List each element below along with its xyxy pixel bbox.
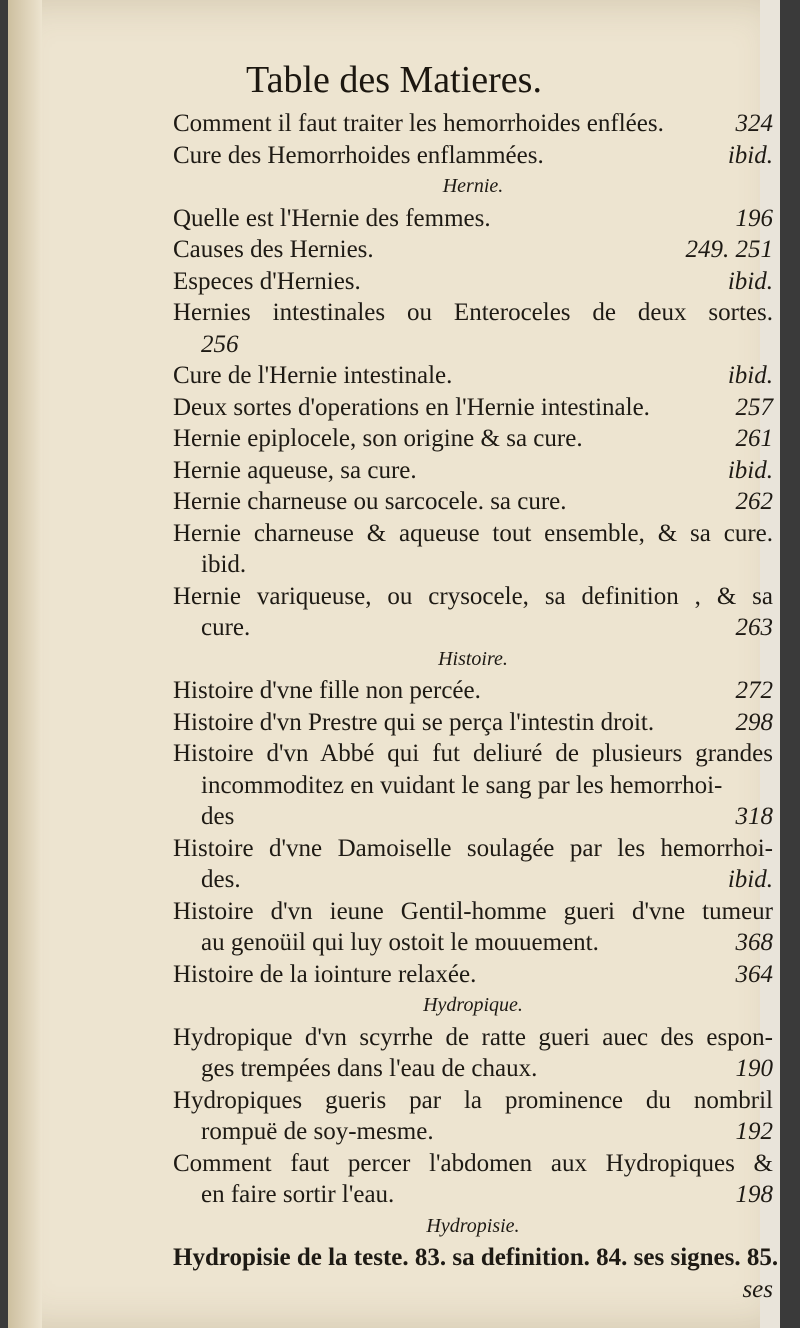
index-entry-line bbox=[173, 518, 773, 550]
entry-text: Comment il faut traiter les hemorrhoides enflées. bbox=[173, 110, 664, 137]
index-entry-line bbox=[173, 297, 773, 329]
index-entry-line bbox=[173, 1085, 773, 1117]
index-entry-line bbox=[173, 1022, 773, 1054]
entry-text: Histoire d'vn Abbé qui fut deliuré de plusieurs grandes bbox=[173, 740, 773, 767]
entry-text: Hernie aqueuse, sa cure. bbox=[173, 456, 417, 484]
entry-text: Hernie charneuse & aqueuse tout ensemble, & sa cure. bbox=[173, 519, 773, 547]
index-continuation-line bbox=[173, 1116, 773, 1148]
entry-text: Histoire. bbox=[438, 647, 508, 670]
index-continuation-line bbox=[173, 612, 773, 644]
index-entry bbox=[173, 707, 773, 739]
page-number: 298 bbox=[735, 708, 773, 736]
page-number: 364 bbox=[735, 960, 773, 988]
page-number: ibid. bbox=[727, 362, 773, 389]
index-entry-line bbox=[173, 738, 773, 770]
index-entry bbox=[173, 392, 773, 424]
index-entry bbox=[173, 486, 773, 518]
entry-text: Hydropisie. bbox=[426, 1214, 520, 1237]
index-entry-line bbox=[173, 581, 773, 613]
entry-text: Hernie charneuse ou sarcocele. sa cure. bbox=[173, 488, 567, 515]
page-number: 198 bbox=[735, 1181, 773, 1208]
page-number: ibid. bbox=[727, 456, 773, 484]
entry-text: Comment faut percer l'abdomen aux Hydropiques & bbox=[173, 1149, 773, 1177]
entry-text: Histoire d'vn ieune Gentil-homme gueri d'vne tumeur bbox=[173, 897, 773, 925]
index-entry bbox=[173, 455, 773, 487]
entry-text: Hernie epiplocele, son origine & sa cure. bbox=[173, 425, 583, 452]
index-entry bbox=[173, 329, 773, 361]
entry-text: Hydropisie de la teste. 83. sa definition. 84. ses signes. 85. bbox=[173, 1244, 779, 1271]
entry-text: rompuë de soy-mesme. bbox=[201, 1118, 434, 1145]
page-number: 190 bbox=[735, 1055, 773, 1082]
entry-text: Quelle est l'Hernie des femmes. bbox=[173, 204, 491, 232]
index-entries bbox=[173, 108, 779, 1305]
entry-text: Causes des Hernies. bbox=[173, 236, 374, 263]
index-entry-line bbox=[173, 1242, 779, 1274]
index-entry bbox=[173, 266, 773, 298]
section-heading bbox=[173, 990, 773, 1022]
index-continuation-line bbox=[173, 770, 773, 802]
index-continuation-line bbox=[173, 1053, 773, 1085]
page-number: 261 bbox=[735, 425, 773, 452]
entry-text: Hydropiques gueris par la prominence du nombril bbox=[173, 1086, 773, 1114]
entry-text: Histoire d'vn Prestre qui se perça l'intestin droit. bbox=[173, 708, 655, 736]
entry-text: 256 bbox=[201, 330, 239, 358]
entry-text: des bbox=[201, 803, 235, 830]
page-number: ibid. bbox=[727, 866, 773, 893]
entry-text: Histoire d'vne Damoiselle soulagée par les hemorrhoi- bbox=[173, 834, 773, 862]
page-number: 324 bbox=[735, 110, 773, 137]
index-continuation-line bbox=[173, 864, 773, 896]
page-number: ses bbox=[742, 1275, 773, 1303]
page-number: 318 bbox=[735, 803, 773, 830]
entry-text: Histoire d'vne fille non percée. bbox=[173, 677, 481, 704]
page-number: 192 bbox=[735, 1118, 773, 1145]
book-page bbox=[8, 0, 780, 1328]
section-heading bbox=[173, 644, 773, 676]
index-continuation-line bbox=[173, 1179, 773, 1211]
entry-text: des. bbox=[201, 866, 241, 893]
page-title: Table des Matieres. bbox=[246, 59, 542, 101]
entry-text: Especes d'Hernies. bbox=[173, 267, 361, 295]
index-entry bbox=[173, 1274, 773, 1306]
index-continuation-line bbox=[173, 549, 773, 581]
index-entry bbox=[173, 959, 773, 991]
page-number: 263 bbox=[735, 614, 773, 641]
index-entry bbox=[173, 140, 773, 172]
entry-text: Cure des Hemorrhoides enflammées. bbox=[173, 141, 544, 169]
entry-text: Deux sortes d'operations en l'Hernie intestinale. bbox=[173, 393, 650, 421]
entry-text: Hydropique d'vn scyrrhe de ratte gueri auec des espon- bbox=[173, 1023, 773, 1051]
page-number: ibid. bbox=[727, 267, 773, 295]
entry-text: Hernies intestinales ou Enteroceles de deux sortes. bbox=[173, 299, 773, 326]
page-number: ibid. bbox=[727, 141, 773, 169]
index-entry bbox=[173, 234, 773, 266]
index-entry bbox=[173, 203, 773, 235]
index-entry bbox=[173, 423, 773, 455]
index-entry-line bbox=[173, 1148, 773, 1180]
entry-text: Hernie variqueuse, ou crysocele, sa definition , & sa bbox=[173, 582, 773, 610]
section-heading bbox=[173, 1211, 773, 1243]
page-number: 249. 251 bbox=[685, 236, 773, 263]
entry-text: ges trempées dans l'eau de chaux. bbox=[201, 1055, 538, 1082]
entry-text: Histoire de la iointure relaxée. bbox=[173, 960, 477, 988]
entry-text: au genoüil qui luy ostoit le mouuement. bbox=[201, 929, 599, 956]
index-continuation-line bbox=[173, 927, 773, 959]
entry-text: incommoditez en vuidant le sang par les hemorrhoi- bbox=[201, 771, 723, 799]
section-heading bbox=[173, 171, 773, 203]
entry-text: ibid. bbox=[201, 551, 247, 578]
entry-text: Cure de l'Hernie intestinale. bbox=[173, 362, 453, 389]
entry-text: en faire sortir l'eau. bbox=[201, 1181, 395, 1208]
entry-text: Hydropique. bbox=[423, 994, 523, 1016]
index-entry-line bbox=[173, 833, 773, 865]
index-entry bbox=[173, 108, 773, 140]
page-number: 272 bbox=[735, 677, 773, 704]
page-gutter bbox=[8, 0, 42, 1328]
page-number: 368 bbox=[735, 929, 773, 956]
entry-text: cure. bbox=[201, 614, 251, 641]
index-continuation-line bbox=[173, 801, 773, 833]
page-number: 196 bbox=[735, 204, 773, 232]
page-number: 257 bbox=[735, 393, 773, 421]
index-entry-line bbox=[173, 896, 773, 928]
entry-text: Hernie. bbox=[442, 175, 504, 197]
page-number: 262 bbox=[735, 488, 773, 515]
index-entry bbox=[173, 360, 773, 392]
index-entry bbox=[173, 675, 773, 707]
